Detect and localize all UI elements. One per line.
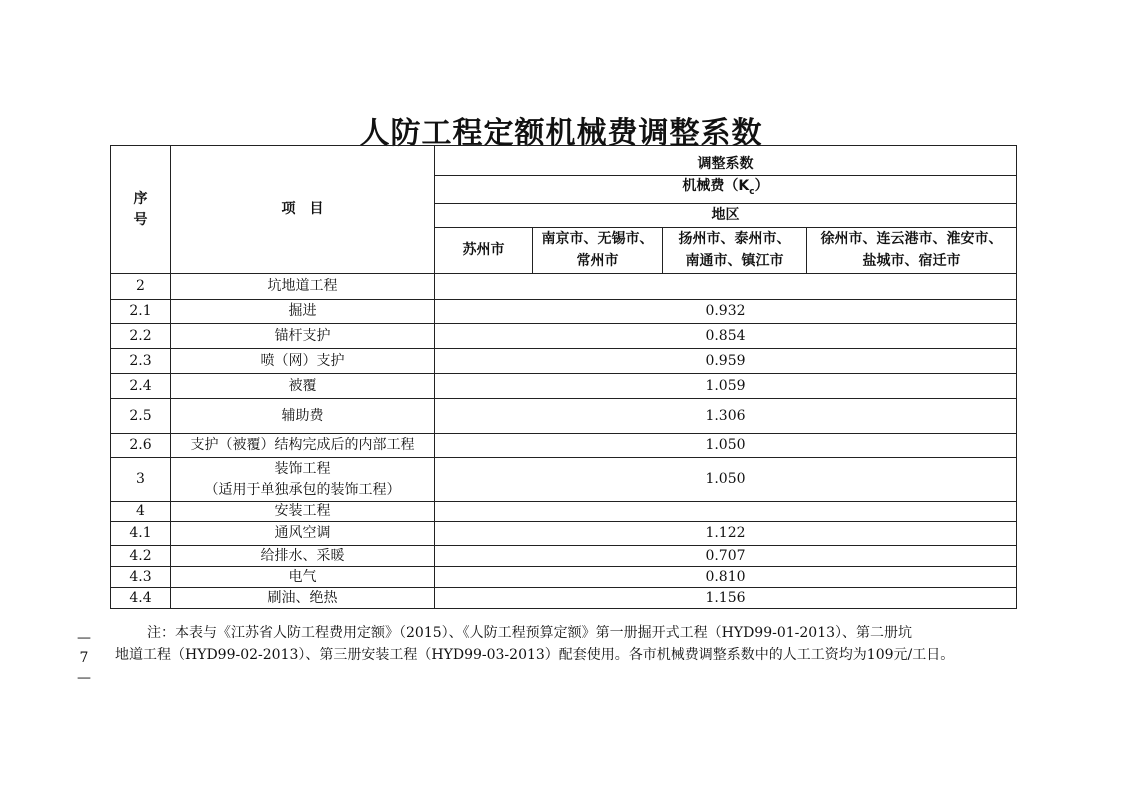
header-seq: 序 号 (111, 146, 171, 274)
row-item: 刷油、绝热 (171, 588, 435, 609)
row-seq: 4.2 (111, 546, 171, 567)
table-row (111, 522, 1017, 546)
row-value: 1.122 (435, 522, 1017, 546)
table-note: 注：本表与《江苏省人防工程费用定额》（2015）、《人防工程预算定额》第一册掘开式工程（HYD99-01-2013）、第二册坑 地道工程（HYD99-02-2013）、第三册安装工程（HYD99-03-2013）配套使用。各市机械费调整系数中的人工工资均为109元/工日。 (115, 625, 955, 663)
table-row (111, 349, 1017, 374)
row-seq: 4.1 (111, 522, 171, 546)
row-value: 1.156 (435, 588, 1017, 609)
row-value: 0.932 (435, 300, 1017, 324)
table-row (111, 274, 1017, 300)
table-row (111, 374, 1017, 399)
row-value: 0.854 (435, 324, 1017, 349)
row-item: 给排水、采暖 (171, 546, 435, 567)
row-seq: 2.6 (111, 434, 171, 458)
table-row (111, 399, 1017, 434)
row-value: 1.050 (435, 458, 1017, 502)
document-title: 人防工程定额机械费调整系数 (359, 116, 763, 151)
table-row (111, 458, 1017, 502)
table-row (111, 546, 1017, 567)
row-item: 装饰工程 （适用于单独承包的装饰工程） (171, 458, 435, 502)
header-item: 项 目 (171, 146, 435, 274)
row-value: 1.059 (435, 374, 1017, 399)
row-item: 掘进 (171, 300, 435, 324)
region-xuzhou-group: 徐州市、连云港市、淮安市、 盐城市、宿迁市 (807, 228, 1017, 274)
region-yangzhou-group: 扬州市、泰州市、 南通市、镇江市 (663, 228, 807, 274)
table-row (111, 324, 1017, 349)
row-seq: 2.1 (111, 300, 171, 324)
row-value: 1.306 (435, 399, 1017, 434)
row-item: 支护（被覆）结构完成后的内部工程 (171, 434, 435, 458)
row-value: 0.707 (435, 546, 1017, 567)
table-row (111, 588, 1017, 609)
region-suzhou: 苏州市 (435, 228, 533, 274)
row-seq: 2.5 (111, 399, 171, 434)
table-row (111, 567, 1017, 588)
row-value (435, 502, 1017, 522)
row-seq: 4 (111, 502, 171, 522)
row-value: 0.810 (435, 567, 1017, 588)
header-coefficient: 调整系数 (435, 146, 1017, 176)
row-item: 辅助费 (171, 399, 435, 434)
header-machine-fee: 机械费$(K_c)$ (435, 176, 1017, 204)
coefficient-table (110, 145, 1017, 609)
row-value: 0.959 (435, 349, 1017, 374)
row-value: 1.050 (435, 434, 1017, 458)
row-seq: 2.3 (111, 349, 171, 374)
row-item: 电气 (171, 567, 435, 588)
row-seq: 2 (111, 274, 171, 300)
row-value (435, 274, 1017, 300)
row-item: 安装工程 (171, 502, 435, 522)
row-item: 锚杆支护 (171, 324, 435, 349)
header-region: 地区 (435, 204, 1017, 228)
row-seq: 2.4 (111, 374, 171, 399)
page-number: — 7 — (77, 630, 91, 686)
row-item: 喷（网）支护 (171, 349, 435, 374)
row-item: 被覆 (171, 374, 435, 399)
table-row (111, 300, 1017, 324)
row-item: 坑地道工程 (171, 274, 435, 300)
region-nanjing-group: 南京市、无锡市、 常州市 (533, 228, 663, 274)
row-seq: 4.4 (111, 588, 171, 609)
row-seq: 4.3 (111, 567, 171, 588)
table-row (111, 434, 1017, 458)
row-item: 通风空调 (171, 522, 435, 546)
table-row (111, 502, 1017, 522)
row-seq: 2.2 (111, 324, 171, 349)
row-seq: 3 (111, 458, 171, 502)
